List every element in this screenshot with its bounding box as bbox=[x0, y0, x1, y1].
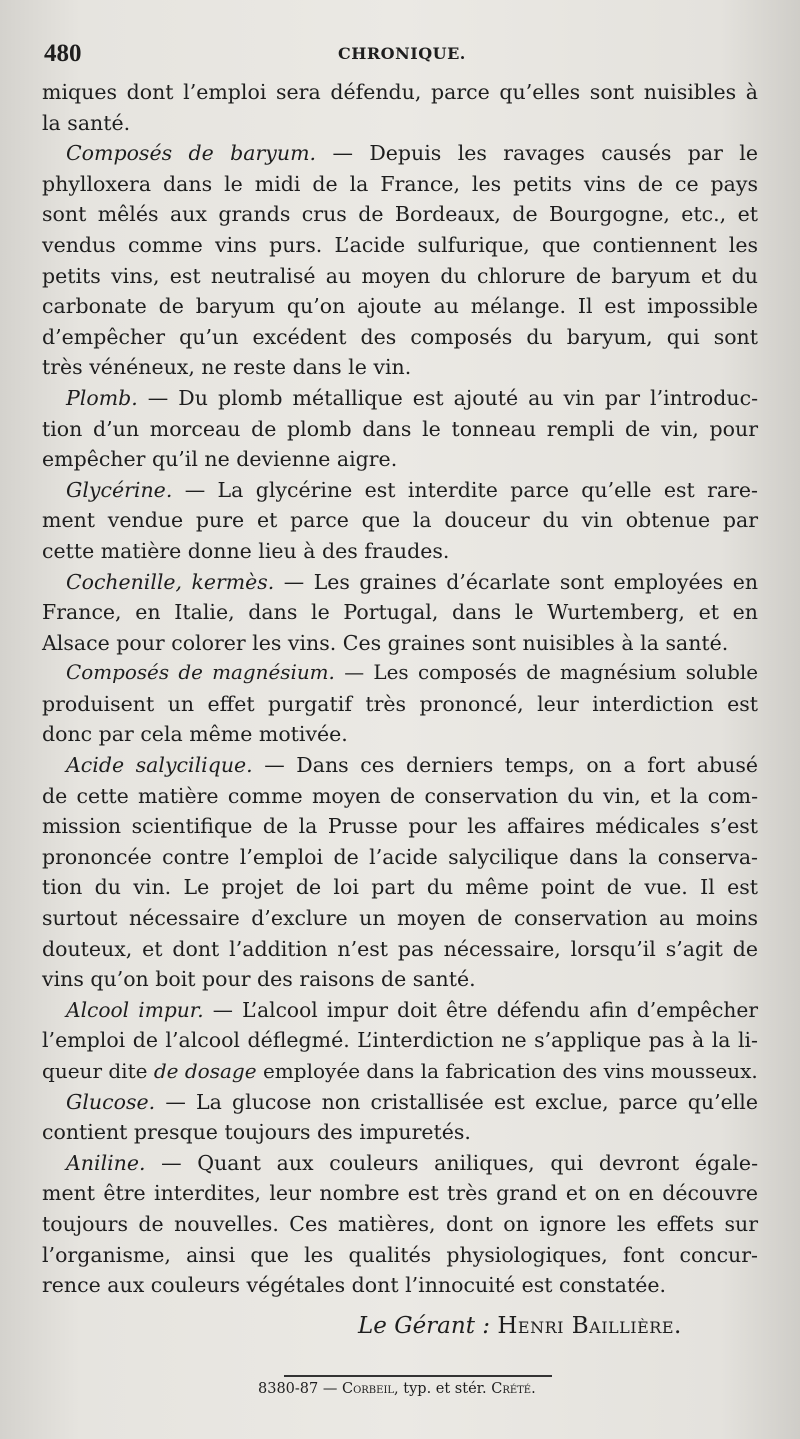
signature-name: Henri Baillière. bbox=[497, 1313, 682, 1339]
body-text bbox=[42, 77, 758, 1301]
text-line: cette matière donne lieu à des fraudes. bbox=[42, 538, 450, 563]
text-line: France, en Italie, dans le Portugal, dans le Wurtemberg, et en bbox=[42, 600, 758, 625]
signature bbox=[358, 1313, 682, 1339]
text-line: Alsace pour colorer les vins. Ces graines sont nuisibles à la santé. bbox=[42, 630, 729, 655]
italic-term-dosage: de dosage bbox=[153, 1059, 257, 1083]
running-head: CHRONIQUE. bbox=[338, 44, 466, 63]
text-line: tion d’un morceau de plomb dans le tonneau rempli de vin, pour bbox=[42, 416, 758, 441]
text-line: ment vendue pure et parce que la douceur du vin obtenue par bbox=[42, 508, 758, 533]
text-line: prononcée contre l’emploi de l’acide salycilique dans la conserva- bbox=[42, 844, 758, 869]
section-heading-aniline: Aniline. bbox=[66, 1150, 146, 1175]
text-line: miques dont l’emploi sera défendu, parce qu’elles sont nuisibles à bbox=[42, 80, 758, 104]
imprint-number: 8380-87 — bbox=[258, 1381, 338, 1397]
section-alcool-first-line: Alcool impur. — L’alcool impur doit être défendu afin d’empêcher bbox=[66, 997, 758, 1022]
text-line: contient presque toujours des impuretés. bbox=[42, 1120, 471, 1145]
text-line: toujours de nouvelles. Ces matières, dont on ignore les effets sur bbox=[42, 1211, 758, 1236]
section-heading-glucose: Glucose. bbox=[66, 1089, 156, 1114]
text-line: produisent un effet purgatif très prononcé, leur interdiction est bbox=[42, 691, 758, 716]
text-line: très vénéneux, ne reste dans le vin. bbox=[42, 355, 412, 380]
section-heading-plomb: Plomb. bbox=[66, 385, 138, 410]
text-line: sont mêlés aux grands crus de Bordeaux, de Bourgogne, etc., et bbox=[42, 202, 758, 227]
text-line: carbonate de baryum qu’on ajoute au mélange. Il est impossible bbox=[42, 294, 758, 319]
section-heading-magnesium: Composés de magnésium. bbox=[66, 661, 335, 685]
section-plomb-first-line: Plomb. — Du plomb métallique est ajouté au vin par l’introduc- bbox=[66, 385, 758, 410]
text-line: rence aux couleurs végétales dont l’innocuité est constatée. bbox=[42, 1273, 667, 1298]
section-magnesium-first-line: Composés de magnésium. — Les composés de magnésium soluble bbox=[66, 661, 759, 685]
text-line: vendus comme vins purs. L’acide sulfurique, que contiennent les bbox=[42, 232, 758, 257]
section-heading-baryum: Composés de baryum. bbox=[66, 141, 317, 166]
text-line: l’organisme, ainsi que les qualités physiologiques, font concur- bbox=[42, 1242, 758, 1267]
section-heading-glycerine: Glycérine. bbox=[66, 477, 173, 502]
section-cochenille-first-line: Cochenille, kermès. — Les graines d’écarlate sont employées en bbox=[66, 569, 758, 594]
signature-role: Le Gérant : bbox=[358, 1313, 491, 1339]
text-line: surtout nécessaire d’exclure un moyen de conservation au moins bbox=[42, 906, 758, 931]
imprint-printer: Corbeil, bbox=[341, 1381, 399, 1397]
section-glucose-first-line: Glucose. — La glucose non cristallisée est exclue, parce qu’elle bbox=[66, 1089, 758, 1114]
section-salycilique-first-line: Acide salycilique. — Dans ces derniers temps, on a fort abusé bbox=[66, 753, 758, 778]
section-aniline-first-line: Aniline. — Quant aux couleurs aniliques, qui devront égale- bbox=[66, 1150, 758, 1175]
text-line: mission scientifique de la Prusse pour les affaires médicales s’est bbox=[42, 814, 758, 839]
text-line: l’emploi de l’alcool déflegmé. L’interdiction ne s’applique pas à la li- bbox=[42, 1028, 758, 1053]
text-line: ment être interdites, leur nombre est très grand et on en découvre bbox=[42, 1181, 758, 1206]
text-line: tion du vin. Le projet de loi part du même point de vue. Il est bbox=[42, 875, 758, 900]
section-heading-cochenille: Cochenille, kermès. bbox=[66, 569, 275, 594]
section-heading-salycilique: Acide salycilique. bbox=[66, 753, 253, 778]
text-line: queur dite de dosage employée dans la fabrication des vins mousseux. bbox=[42, 1059, 758, 1083]
section-heading-alcool: Alcool impur. bbox=[66, 997, 204, 1022]
text-line: la santé. bbox=[42, 110, 131, 135]
text-line: empêcher qu’il ne devienne aigre. bbox=[42, 447, 398, 472]
text-line: d’empêcher qu’un excédent des composés du baryum, qui sont bbox=[42, 324, 758, 349]
text-line: vins qu’on boit pour des raisons de santé. bbox=[42, 967, 476, 992]
imprint-rest: typ. et stér. bbox=[403, 1381, 487, 1397]
page-header bbox=[44, 40, 756, 76]
page-number: 480 bbox=[44, 40, 82, 67]
text-line: donc par cela même motivée. bbox=[42, 722, 348, 747]
text-line: douteux, et dont l’addition n’est pas nécessaire, lorsqu’il s’agit de bbox=[42, 936, 758, 961]
text-line: petits vins, est neutralisé au moyen du chlorure de baryum et du bbox=[42, 263, 758, 288]
section-glycerine-first-line: Glycérine. — La glycérine est interdite parce qu’elle est rare- bbox=[66, 477, 758, 502]
text-line: phylloxera dans le midi de la France, les petits vins de ce pays bbox=[42, 171, 758, 196]
section-baryum-first-line: Composés de baryum. — Depuis les ravages causés par le bbox=[66, 141, 758, 166]
text-line: de cette matière comme moyen de conservation du vin, et la com- bbox=[42, 783, 758, 808]
footer-rule bbox=[284, 1375, 552, 1377]
printer-imprint bbox=[258, 1381, 536, 1397]
imprint-name: Crété. bbox=[491, 1381, 536, 1397]
